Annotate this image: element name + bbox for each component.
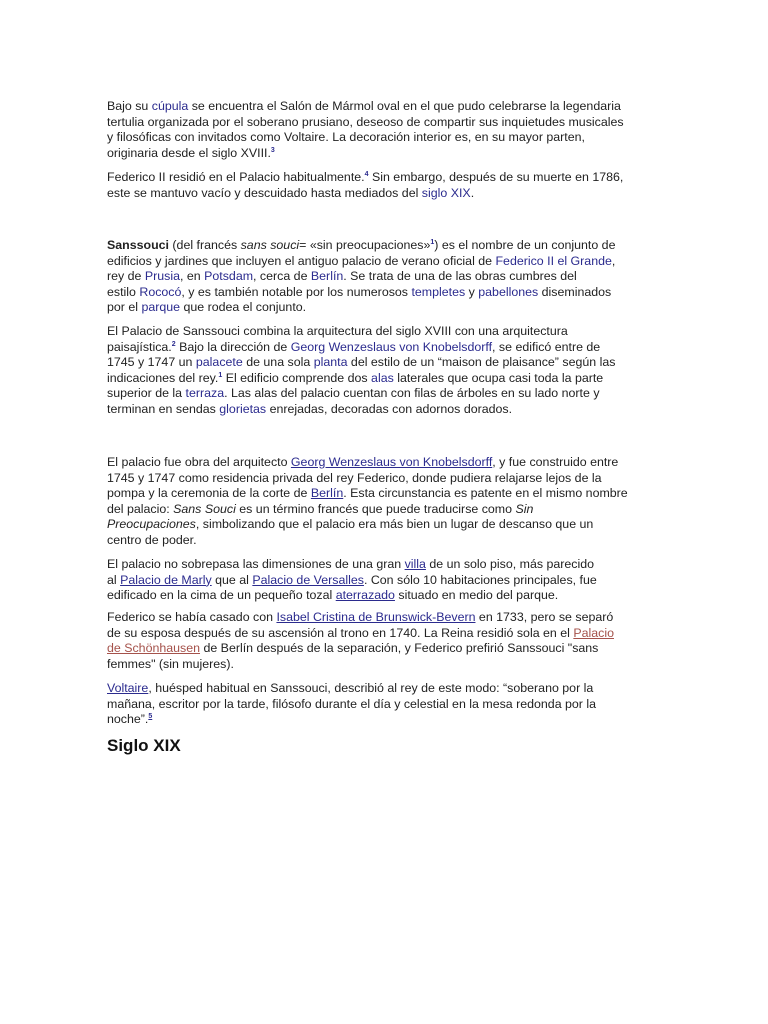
link-palacio-versalles[interactable]: Palacio de Versalles	[252, 572, 364, 587]
link-potsdam[interactable]: Potsdam	[204, 269, 254, 284]
link-siglo-xix[interactable]: siglo XIX	[421, 185, 471, 200]
paragraph-dimensions: El palacio no sobrepasa las dimensiones de una gran villa de un solo piso, más parecido al Palacio de Marly que al Palacio de Versalles. Con sólo 10 habitaciones principales, fue edificado en la cima de un pequeño tozal aterrazado situado en medio del parque.	[107, 557, 597, 603]
link-prusia[interactable]: Prusia	[144, 269, 181, 284]
link-glorietas[interactable]: glorietas	[219, 401, 267, 416]
link-knobelsdorff[interactable]: Georg Wenzeslaus von Knobelsdorff	[290, 339, 493, 354]
link-voltaire[interactable]: Voltaire	[107, 681, 149, 695]
paragraph-cupula: Bajo su cúpula se encuentra el Salón de Mármol oval en el que pudo celebrarse la legendaria tertulia organizada por el soberano prusiano, deseoso de compartir sus inquietudes musicales y filosóficas con invitados como Voltaire. La decoración interior es, en su mayor parten, originaria desde el siglo XVIII.$^3$	[107, 99, 624, 160]
footnote-ref[interactable]: 1	[218, 371, 223, 379]
link-pabellones[interactable]: pabellones	[478, 284, 539, 299]
paragraph-marriage: Federico se había casado con Isabel Cristina de Brunswick-Bevern en 1733, pero se separó de su esposa después de su ascensión al trono en 1740. La Reina residió sola en el Palacio de Schönhausen de Berlín después de la separación, y Federico prefirió Sanssouci "sans femmes" (sin mujeres).	[107, 610, 614, 671]
footnote-ref[interactable]: 5	[148, 713, 153, 721]
link-rococo[interactable]: Rococó	[139, 284, 182, 299]
link-isabel-cristina[interactable]: Isabel Cristina de Brunswick-Bevern	[276, 610, 476, 624]
link-palacio-schonhausen-cont[interactable]: de Schönhausen	[107, 641, 201, 656]
paragraph-sanssouci-intro: Sanssouci (del francés sans souci= «sin preocupaciones»$^1$) es el nombre de un conjunto de edificios y jardines que incluyen el antiguo palacio de verano oficial de Federico II el Grande, rey de Prusia, en Potsdam, cerca de Berlín. Se trata de una de las obras cumbres del estilo Rococó, y es también notable por los numerosos templetes y pabellones diseminados por el parque que rodea el conjunto.	[107, 238, 616, 315]
link-palacio-marly[interactable]: Palacio de Marly	[120, 572, 212, 587]
link-aterrazado[interactable]: aterrazado	[335, 588, 395, 603]
link-villa[interactable]: villa	[404, 557, 426, 571]
link-palacio-schonhausen[interactable]: Palacio	[573, 625, 614, 640]
paragraph-palace-history: El palacio fue obra del arquitecto Georg Wenzeslaus von Knobelsdorff, y fue construido entre 1745 y 1747 como residencia privada del rey Federico, donde pudiera relajarse lejos de la pompa y la ceremonia de la corte de Berlín. Esta circunstancia es patente en el mismo nombre del palacio: Sans Souci es un término francés que puede traducirse como Sin Preocupaciones, simbolizando que el palacio era más bien un lugar de descanso que un centro de poder.	[107, 455, 628, 547]
paragraph-residence: Federico II residió en el Palacio habitualmente.$^4$ Sin embargo, después de su muerte en 1786, este se mantuvo vacío y descuidado hasta mediados del siglo XIX.	[107, 170, 624, 200]
link-planta[interactable]: planta	[313, 355, 348, 370]
link-terraza[interactable]: terraza	[185, 386, 225, 401]
link-templetes[interactable]: templetes	[411, 284, 466, 299]
footnote-ref[interactable]: 3	[270, 146, 275, 154]
link-knobelsdorff-2[interactable]: Georg Wenzeslaus von Knobelsdorff	[290, 455, 493, 469]
section-heading: Siglo XIX	[107, 736, 181, 755]
link-alas[interactable]: alas	[371, 370, 394, 385]
footnote-ref[interactable]: 4	[364, 171, 369, 178]
link-parque[interactable]: parque	[141, 300, 181, 315]
footnote-ref[interactable]: 2	[171, 340, 176, 348]
link-berlin-2[interactable]: Berlín	[310, 486, 344, 501]
link-federico-ii[interactable]: Federico II el Grande	[495, 253, 612, 268]
paragraph-voltaire: Voltaire, huésped habitual en Sanssouci, describió al rey de este modo: “soberano por la mañana, escritor por la tarde, filósofo durante el día y celestial en la mesa redonda por la noche”.$^5$	[107, 681, 597, 727]
link-palacete[interactable]: palacete	[195, 355, 243, 370]
link-cupula[interactable]: cúpula	[151, 99, 189, 113]
footnote-ref[interactable]: 1	[430, 239, 435, 246]
link-berlin[interactable]: Berlín	[310, 269, 344, 284]
paragraph-architecture: El Palacio de Sanssouci combina la arquitectura del siglo XVIII con una arquitectura paisajística.$^2$ Bajo la dirección de Georg Wenzeslaus von Knobelsdorff, se edificó entre de 1745 y 1747 un palacete de una sola planta del estilo de un “maison de plaisance” según las indicaciones del rey.$^1$ El edificio comprende dos alas laterales que ocupa casi toda la parte superior de la terraza. Las alas del palacio cuentan con filas de árboles en su lado norte y terminan en sendas glorietas enrejadas, decoradas con adornos dorados.	[107, 324, 616, 416]
